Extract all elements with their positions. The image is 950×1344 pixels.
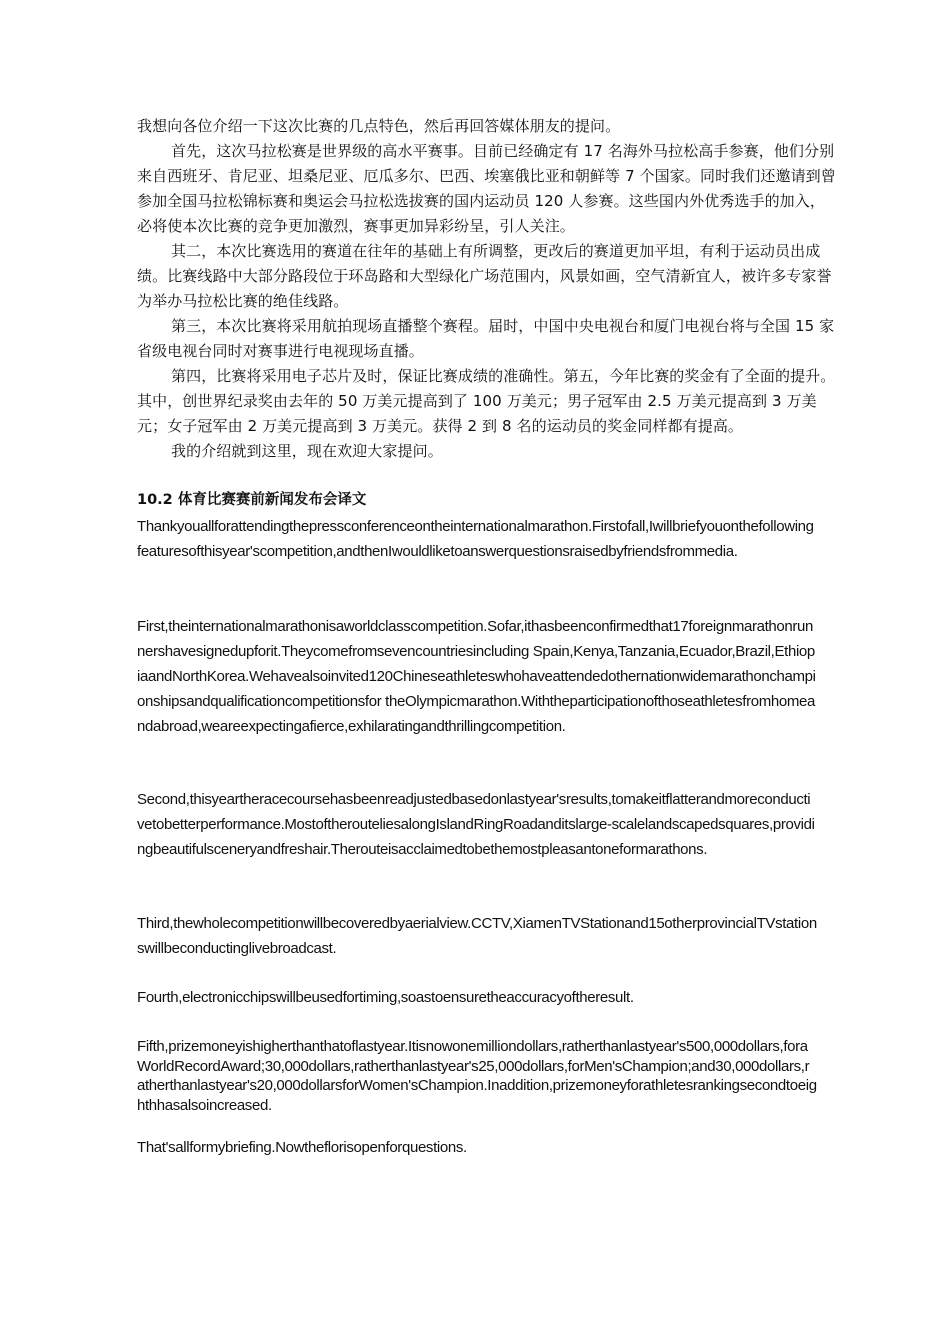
english-paragraph-opening: Thankyouallforattendingthepressconferenceontheinternationalmarathon.Firstofall,Iwillbriefyouonthefollowingfeaturesofthisyear'scompetition,andthenIwouldliketoanswerquestionsraisedbyfriendsfrommedia.	[137, 518, 814, 560]
english-paragraph-first: First,theinternationalmarathonisaworldclasscompetition.Sofar,ithasbeenconfirmedthat17foreignmarathonrunnershavesignedupforit.Theycomefromsevencountriesincluding Spain,Kenya,Tanzania,Ecuador,Brazil,EthiopiaandNorthKorea.Wehavealsoinvited120Chineseathleteswhohaveattendedothernationwidemarathonchampionshipsandqualificationcompetitionsfor theOlympicmarathon.Withtheparticipationofthoseathletesfromhomeandabroad,weareexpectingafierce,exhilaratingandthrillingcompetition.	[137, 618, 816, 735]
section-heading: 10.2 体育比赛赛前新闻发布会译文	[137, 492, 367, 508]
chinese-paragraph-first: 首先，这次马拉松赛是世界级的高水平赛事。目前已经确定有 17 名海外马拉松高手参赛，他们分别来自西班牙、肯尼亚、坦桑尼亚、厄瓜多尔、巴西、埃塞俄比亚和朝鲜等 7 个国家。同时我们还邀请到曾参加全国马拉松锦标赛和奥运会马拉松选拔赛的国内运动员 120 人参赛。这些国内外优秀选手的加入，必将使本次比赛的竞争更加激烈，赛事更加异彩纷呈，引人关注。	[137, 142, 836, 235]
chinese-paragraph-closing: 我的介绍就到这里，现在欢迎大家提问。	[171, 442, 443, 460]
chinese-paragraph-second: 其二，本次比赛选用的赛道在往年的基础上有所调整，更改后的赛道更加平坦，有利于运动员出成绩。比赛线路中大部分路段位于环岛路和大型绿化广场范围内，风景如画，空气清新宜人，被许多专家誉为举办马拉松比赛的绝佳线路。	[137, 242, 832, 310]
chinese-paragraph-fourth-fifth: 第四，比赛将采用电子芯片及时，保证比赛成绩的准确性。第五，今年比赛的奖金有了全面的提升。其中，创世界纪录奖由去年的 50 万美元提高到了 100 万美元；男子冠军由 2.5 万美元提高到 3 万美元；女子冠军由 2 万美元提高到 3 万美元。获得 2 到 8 名的运动员的奖金同样都有提高。	[137, 367, 836, 435]
english-paragraph-fifth: Fifth,prizemoneyishigherthanthatoflastyear.Itisnowonemilliondollars,ratherthanlastyear's500,000dollars,foraWorldRecordAward;30,000dollars,ratherthanlastyear's25,000dollars,forMen'sChampion;and30,000dollars,ratherthanlastyear's20,000dollarsforWomen'sChampion.Inaddition,prizemoneyforathletesrankingsecondtoeighthhasalsoincreased.	[137, 1038, 817, 1114]
english-paragraph-fourth: Fourth,electronicchipswillbeusedfortiming,soastoensuretheaccuracyoftheresult.	[137, 989, 634, 1006]
chinese-speech-section	[137, 114, 837, 464]
english-paragraph-third: Third,thewholecompetitionwillbecoveredbyaerialview.CCTV,XiamenTVStationand15otherprovincialTVstationswillbeconductinglivebroadcast.	[137, 915, 817, 957]
chinese-paragraph-intro: 我想向各位介绍一下这次比赛的几点特色，然后再回答媒体朋友的提问。	[137, 117, 621, 135]
english-paragraph-second: Second,thisyeartheracecoursehasbeenreadjustedbasedonlastyear'sresults,tomakeitflatterandmoreconductivetobetterperformance.MostoftherouteliesalongIslandRingRoadanditslarge-scalelandscapedsquares,providingbeautifulsceneryandfreshair.Therouteisacclaimedtobethemostpleasantoneformarathons.	[137, 791, 815, 858]
english-paragraph-closing: That'sallformybriefing.Nowtheflorisopenforquestions.	[137, 1139, 467, 1156]
chinese-paragraph-third: 第三，本次比赛将采用航拍现场直播整个赛程。届时，中国中央电视台和厦门电视台将与全国 15 家省级电视台同时对赛事进行电视现场直播。	[137, 317, 835, 360]
